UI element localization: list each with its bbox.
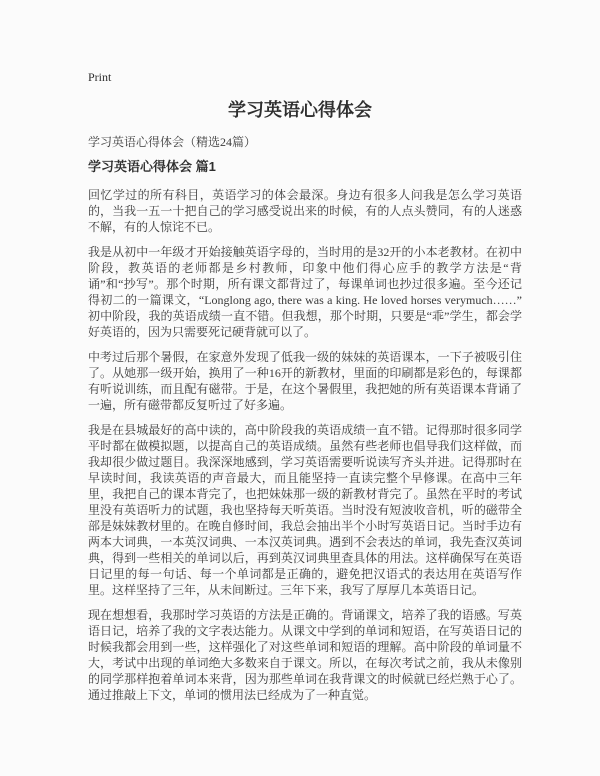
- paragraph-2: 我是从初中一年级才开始接触英语字母的，当时用的是32开的小本老教材。在初中阶段，教英语的老师都是乡村教师，印象中他们得心应手的教学方法是“背诵”和“抄写”。那个时期，所有课文都背过了，每课单词也抄过很多遍。至今还记得初二的一篇课文，“Longlong ago, there was a king. He loved horses verymuch……” 初中阶段，我的英语成绩一直不错。但我想，那个时期，只要是“乖”学生，都会学好英语的，因为只需要死记硬背就可以了。: [88, 245, 522, 339]
- article-body: [88, 187, 522, 712]
- section-heading: 学习英语心得体会 篇1: [88, 159, 216, 174]
- page-subtitle: 学习英语心得体会（精选24篇）: [88, 135, 257, 149]
- paragraph-3: 中考过后那个暑假，在家意外发现了低我一级的妹妹的英语课本，一下子被吸引住了。从她那一级开始，换用了一种16开的新教材，里面的印刷都是彩色的，每课都有听说训练，而且配有磁带。于是，在这个暑假里，我把她的所有英语课本背诵了一遍，所有磁带都反复听过了好多遍。: [88, 350, 522, 412]
- print-button[interactable]: Print: [88, 70, 112, 84]
- page-title: 学习英语心得体会: [228, 100, 372, 120]
- paragraph-4: 我是在县城最好的高中读的，高中阶段我的英语成绩一直不错。记得那时很多同学平时都在做模拟题，以提高自己的英语成绩。虽然有些老师也倡导我们这样做，而我却很少做过题目。我深深地感到，学习英语需要听说读写齐头并进。记得那时在早读时间，我读英语的声音最大，而且能坚持一直读完整个早修课。在高中三年里，我把自己的课本背完了，也把妹妹那一级的新教材背完了。虽然在平时的考试里没有英语听力的试题，我也坚持每天听英语。当时没有短波收音机，听的磁带全部是妹妹教材里的。在晚自修时间，我总会抽出半个小时写英语日记。当时手边有两本大词典，一本英汉词典、一本汉英词典。遇到不会表达的单词，我先查汉英词典，得到一些相关的单词以后，再到英汉词典里查具体的用法。这样确保写在英语日记里的每一句话、每一个单词都是正确的，避免把汉语式的表达用在英语写作里。这样坚持了三年，从未间断过。三年下来，我写了厚厚几本英语日记。: [88, 423, 522, 597]
- paragraph-5: 现在想想看，我那时学习英语的方法是正确的。背诵课文，培养了我的语感。写英语日记，培养了我的文字表达能力。从课文中学到的单词和短语，在写英语日记的时候我都会用到一些，这样强化了对这些单词和短语的理解。高中阶段的单词量不大，考试中出现的单词绝大多数来自于课文。所以，在每次考试之前，我从未像别的同学那样抱着单词本来背，因为那些单词在我背课文的时候就已经烂熟于心了。通过推敲上下文，单词的惯用法已经成为了一种直觉。: [88, 608, 522, 702]
- paragraph-1: 回忆学过的所有科目，英语学习的体会最深。身边有很多人问我是怎么学习英语的，当我一五一十把自己的学习感受说出来的时候，有的人点头赞同，有的人迷惑不解，有的人惊诧不已。: [88, 188, 522, 234]
